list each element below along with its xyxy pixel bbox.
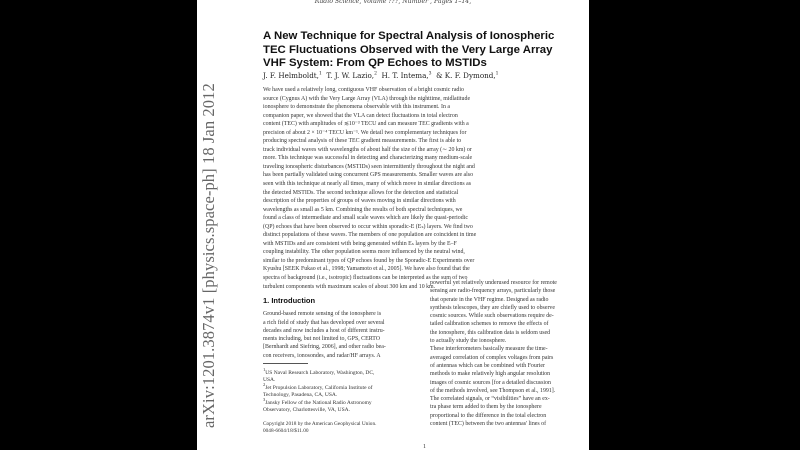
abstract-line: companion paper, we showed that the VLA can detect fluctuations in total electron <box>263 112 458 119</box>
author-list <box>263 71 563 80</box>
abstract-line: the detected MSTIDs. The second technique allows for the detection and statistical <box>263 189 459 196</box>
abstract <box>263 86 545 291</box>
abstract-line: (QP) echoes that have been observed to occur within sporadic-E (Eₛ) layers. We find two <box>263 223 473 230</box>
text-line: con receivers, ionosondes, and radar/HF arrays. A <box>263 352 381 359</box>
text-line: sensing are radio-frequency arrays, particularly those <box>430 288 556 295</box>
text-line: of the methods involved, see Thompson et al., 1991]. <box>430 387 556 394</box>
text-line: a rich field of study that has developed over several <box>263 319 385 326</box>
text-line: tra phase term added to them by the ionosphere <box>430 404 542 411</box>
text-line: These interferometers basically measure the time- <box>430 346 548 353</box>
author-name: & K. F. Dymond,$^1$ <box>436 71 499 80</box>
abstract-line: Kyushu [SEEK Fukao et al., 1998; Yamamoto et al., 2005]. We have also found that the <box>263 266 470 273</box>
footnote-1: $^1$US Naval Research Laboratory, Washington, DC, USA. <box>263 367 375 383</box>
section-heading: 1. Introduction <box>263 296 316 305</box>
text-line: cosmic sources. While such observations require de- <box>430 313 554 320</box>
footnote-3: $^3$Jansky Fellow of the National Radio Astronomy Observatory, Charlottesville, VA, USA. <box>263 397 372 413</box>
abstract-line: distinct populations of these waves. The members of one population are coincident in time <box>263 232 477 239</box>
abstract-line: We have used a relatively long, contiguous VHF observation of a bright cosmic radio <box>263 87 464 93</box>
text-line: averaged correlation of complex voltages from pairs <box>430 354 554 361</box>
abstract-line: description of the properties of groups of waves moving in similar directions with <box>263 198 456 205</box>
abstract-line: ionosphere to demonstrate the phenomena observable with this instrument. In a <box>263 104 450 111</box>
text-line: tailed calibration schemes to remove the effects of <box>430 321 549 328</box>
text-line: powerful yet relatively underused resource for remote <box>430 280 557 286</box>
author-name: T. J. W. Lazio,$^2$ <box>326 71 377 80</box>
text-line: decades and now includes a host of different instru- <box>263 327 385 334</box>
abstract-line: found a class of intermediate and small scale waves which are likely the quasi-periodic <box>263 215 468 222</box>
text-line: of antennas which can be combined with Fourier <box>430 362 545 369</box>
text-line: the ionosphere, this calibration data is seldom used <box>430 329 551 336</box>
author-name: H. T. Intema,$^3$ <box>381 71 432 80</box>
abstract-line: seen with this technique at nearly all times, many of which move in similar directions as <box>263 181 472 188</box>
intro-left-text <box>263 310 411 360</box>
copyright-notice: Copyright 2018 by the American Geophysical Union. 0048-6604/18/$11.00 <box>263 421 377 434</box>
abstract-line: coupling instability. The other population seems more influenced by the neutral wind, <box>263 249 465 256</box>
paper-title: A New Technique for Spectral Analysis of Ionospheric TEC Fluctuations Observed with the Very Large Array VHF System: From QP Echoes to MSTIDs <box>263 30 555 69</box>
text-line: proportional to the difference in the total electron <box>430 412 547 419</box>
text-line: [Bernhardt and Siefring, 2006], and other radio bea- <box>263 344 386 351</box>
footnote-rule <box>263 363 308 364</box>
text-line: that operate in the VHF regime. Designed as radio <box>430 296 549 303</box>
abstract-line: has been partially validated using concurrent GPS measurements. Smaller waves are also <box>263 172 474 179</box>
abstract-line: traveling ionospheric disturbances (MSTIDs) seen intermittently throughout the night and <box>263 163 475 170</box>
text-line: synthesis telescopes, they are chiefly used to observe <box>430 304 555 311</box>
text-line: images of cosmic sources [for a detailed discussion <box>430 379 551 386</box>
abstract-line: with MSTIDs and are consistent with being generated within Eₛ layers by the E–F <box>263 240 457 247</box>
abstract-line: spectra of background (i.e., isotropic) fluctuations can be interpreted as the sum of two <box>263 275 468 282</box>
abstract-line: producing spectral analysis of these TEC gradient measurements. The first is able to <box>263 138 462 145</box>
abstract-line: more. This technique was successful in detecting and characterizing many medium-scale <box>263 155 473 162</box>
abstract-line: wavelengths as small as 5 km. Combining the results of both spectral techniques, we <box>263 206 463 213</box>
author-name: J. F. Helmboldt,$^1$ <box>263 71 322 80</box>
abstract-line: track individual waves with wavelengths of about half the size of the array (∼ 20 km) or <box>263 146 472 153</box>
abstract-line: source (Cygnus A) with the Very Large Array (VLA) through the nighttime, midlatitude <box>263 95 471 102</box>
text-line: ments including, but not limited to, GPS, CERTO <box>263 336 381 343</box>
paper-page <box>197 0 589 450</box>
abstract-line: content (TEC) with amplitudes of ≲10⁻³ TECU and can measure TEC gradients with a <box>263 121 469 128</box>
intro-right-column <box>430 279 580 428</box>
text-line: content (TEC) between the two antennas' lines of <box>430 421 547 428</box>
abstract-line: similar to the predominant types of QP echoes found by the Sporadic-E Experiments over <box>263 257 475 264</box>
text-line: methods to make relatively high angular resolution <box>430 371 551 378</box>
page-number: 1 <box>423 444 426 450</box>
running-head: Radio Science, Volume ???, Number , Pages 1–14, <box>314 0 472 5</box>
text-line: to actually study the ionosphere. <box>430 338 507 345</box>
intro-left-column <box>263 297 411 360</box>
abstract-line: precision of about 2 × 10⁻⁴ TECU km⁻¹. We detail two complementary techniques for <box>263 129 467 136</box>
arxiv-identifier-sidebar: arXiv:1201.3874v1 [physics.space-ph] 18 Jan 2012 <box>199 83 218 428</box>
text-line: The correlated signals, or “visibilities” have an ex- <box>430 396 550 403</box>
footnote-2: $^2$Jet Propulsion Laboratory, California Institute of Technology, Pasadena, CA, USA. <box>263 382 373 398</box>
abstract-line: turbulent components with maximum scales of about 300 km and 10 km. <box>263 283 436 290</box>
text-line: Ground-based remote sensing of the ionosphere is <box>263 311 382 318</box>
